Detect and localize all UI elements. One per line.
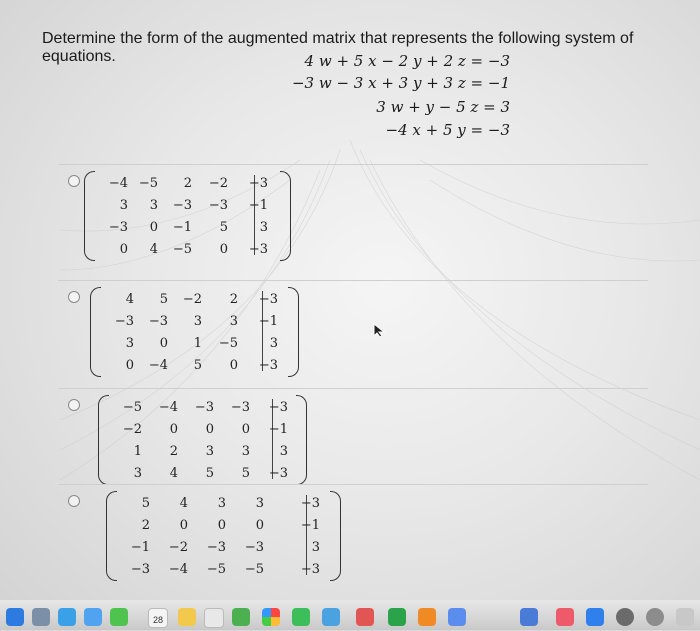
radio-button[interactable] [68,291,80,303]
music-icon[interactable] [556,608,574,626]
matrix-cell: −3 [300,562,320,577]
matrix-cell: −1 [258,314,278,329]
matrix-cell: −1 [268,422,288,437]
matrix-cell: 5 [205,466,214,481]
matrix-cell: −4 [108,176,128,191]
matrix-cell: −3 [108,220,128,235]
question-text: Determine the form of the augmented matrix that represents the following system of equations. [42,30,634,65]
matrix-cell: 0 [149,220,158,235]
matrix-cell: −3 [268,400,288,415]
augmented-matrix [98,395,310,483]
matrix-cell: 3 [149,198,158,213]
answer-option-4[interactable] [58,484,648,593]
matrix-cell: 5 [241,466,250,481]
matrix-cell: 0 [125,358,134,373]
matrix-cell: 0 [159,336,168,351]
matrix-cell: 0 [229,358,238,373]
equation-4: −4 x + 5 y = −3 [385,121,510,139]
reminders-icon[interactable] [204,608,224,628]
settings-icon[interactable] [616,608,634,626]
matrix-cell: −3 [148,314,168,329]
news-icon[interactable] [356,608,374,626]
left-parenthesis [84,171,95,261]
matrix-cell: 3 [119,198,128,213]
matrix-cell: −3 [194,400,214,415]
facetime-icon[interactable] [292,608,310,626]
matrix-cell: 3 [133,466,142,481]
matrix-cell: 3 [259,220,268,235]
matrix-cell: 3 [311,540,320,555]
matrix-cell: −3 [130,562,150,577]
mouse-cursor-icon [372,322,386,338]
matrix-cell: 5 [219,220,228,235]
finder-icon[interactable] [6,608,24,626]
equation-1: 4 w + 5 x − 2 y + 2 z = −3 [304,52,510,70]
left-parenthesis [90,287,101,377]
equation-2: −3 w − 3 x + 3 y + 3 z = −1 [291,74,510,92]
augmented-matrix [106,491,344,579]
matrix-cell: −3 [248,242,268,257]
system-preferences-icon[interactable] [646,608,664,626]
matrix-cell: −1 [172,220,192,235]
matrix-cell: −3 [268,466,288,481]
answer-option-1[interactable] [58,164,648,273]
trash-icon[interactable] [676,608,694,626]
matrix-cell: 2 [141,518,150,533]
matrix-cell: 5 [141,496,150,511]
matrix-cell: −3 [114,314,134,329]
matrix-cell: −5 [138,176,158,191]
numbers-icon[interactable] [388,608,406,626]
matrix-cell: −5 [244,562,264,577]
answer-option-3[interactable] [58,388,648,497]
matrix-cell: 4 [125,292,134,307]
matrix-cell: 2 [169,444,178,459]
matrix-cell: −3 [258,358,278,373]
notes-icon[interactable] [178,608,196,626]
radio-button[interactable] [68,399,80,411]
contacts-icon[interactable] [322,608,340,626]
app-store-icon[interactable] [586,608,604,626]
matrix-cell: −3 [300,496,320,511]
launchpad-icon[interactable] [32,608,50,626]
matrix-cell: 3 [125,336,134,351]
matrix-cell: −4 [148,358,168,373]
calendar-icon[interactable]: 28 [148,608,168,628]
matrix-cell: −4 [168,562,188,577]
radio-button[interactable] [68,175,80,187]
matrix-cell: 3 [255,496,264,511]
matrix-cell: 4 [149,242,158,257]
right-parenthesis [296,395,307,485]
matrix-cell: 4 [169,466,178,481]
matrix-cell: −4 [158,400,178,415]
matrix-cell: 3 [193,314,202,329]
matrix-cell: −3 [248,176,268,191]
matrix-cell: −5 [172,242,192,257]
matrix-cell: 2 [183,176,192,191]
matrix-cell: 0 [219,242,228,257]
matrix-cell: −3 [230,400,250,415]
matrix-cell: 1 [133,444,142,459]
matrix-cell: 3 [241,444,250,459]
matrix-cell: −2 [122,422,142,437]
left-parenthesis [98,395,109,485]
augmented-matrix [90,287,300,375]
matrix-cell: 3 [279,444,288,459]
matrix-cell: −5 [122,400,142,415]
mail-icon[interactable] [84,608,102,626]
augmented-matrix [84,171,294,259]
matrix-cell: 5 [159,292,168,307]
matrix-cell: 0 [169,422,178,437]
radio-button[interactable] [68,495,80,507]
preview-icon[interactable] [520,608,538,626]
matrix-cell: 4 [179,496,188,511]
matrix-cell: −3 [172,198,192,213]
safari-icon[interactable] [58,608,76,626]
matrix-cell: −1 [248,198,268,213]
matrix-cell: −1 [300,518,320,533]
matrix-cell: −2 [208,176,228,191]
matrix-cell: 1 [193,336,202,351]
matrix-cell: −3 [208,198,228,213]
right-parenthesis [288,287,299,377]
equation-3: 3 w + y − 5 z = 3 [376,98,510,116]
photos-icon[interactable] [262,608,280,626]
maps-icon[interactable] [232,608,250,626]
matrix-cell: 0 [241,422,250,437]
matrix-cell: 0 [179,518,188,533]
matrix-cell: 3 [205,444,214,459]
keynote-icon[interactable] [448,608,466,626]
pages-icon[interactable] [418,608,436,626]
right-parenthesis [280,171,291,261]
matrix-cell: 2 [229,292,238,307]
matrix-cell: −3 [244,540,264,555]
matrix-cell: 0 [205,422,214,437]
matrix-cell: 0 [255,518,264,533]
matrix-cell: 3 [229,314,238,329]
matrix-cell: −5 [218,336,238,351]
right-parenthesis [330,491,341,581]
macos-dock [0,600,700,630]
matrix-cell: −2 [168,540,188,555]
messages-icon[interactable] [110,608,128,626]
matrix-cell: 0 [217,518,226,533]
matrix-cell: 3 [269,336,278,351]
matrix-cell: −3 [258,292,278,307]
left-parenthesis [106,491,117,581]
matrix-cell: 5 [193,358,202,373]
matrix-cell: −1 [130,540,150,555]
matrix-cell: 3 [217,496,226,511]
matrix-cell: −2 [182,292,202,307]
matrix-cell: −3 [206,540,226,555]
answer-option-2[interactable] [58,280,648,389]
matrix-cell: −5 [206,562,226,577]
matrix-cell: 0 [119,242,128,257]
